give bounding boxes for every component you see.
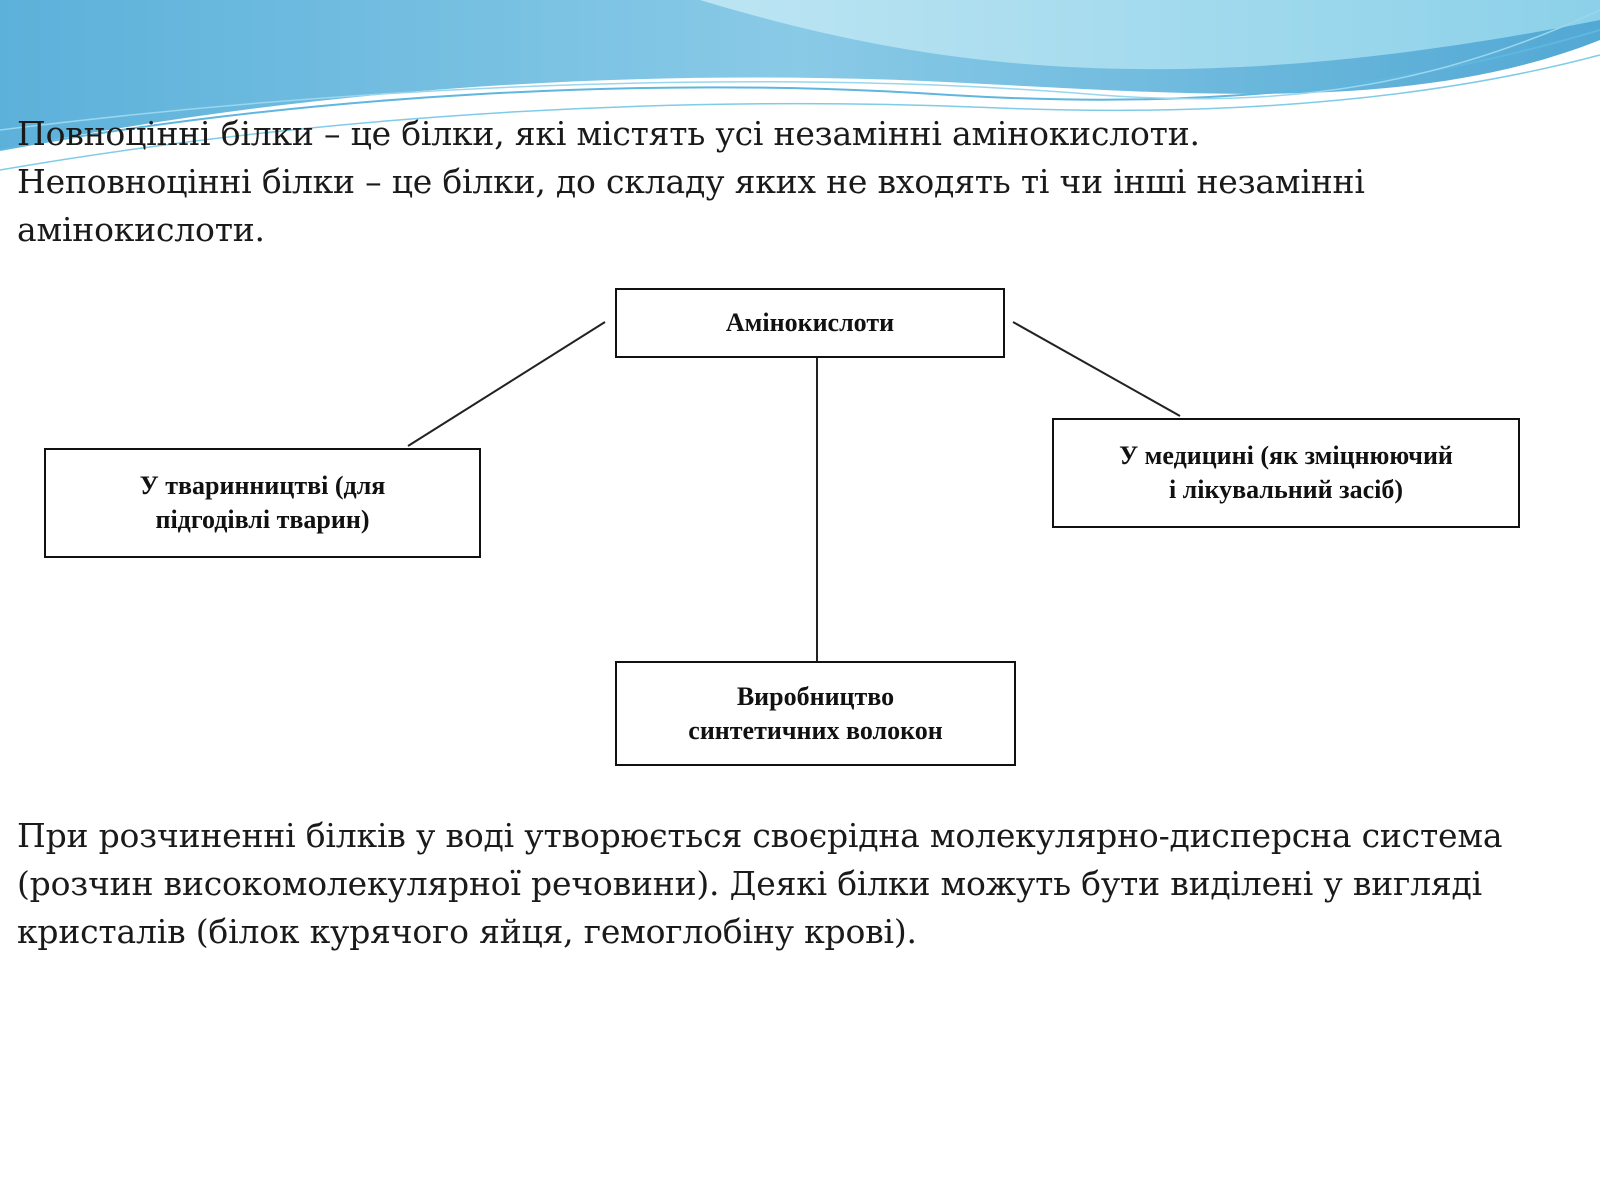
box-synthetic-fibers — [615, 661, 1016, 766]
amino-acid-uses-diagram — [44, 282, 1520, 768]
box-medicine-line-2: і лікувальний засіб) — [1168, 475, 1404, 504]
solution-paragraph — [17, 812, 1587, 956]
box-amino-acids — [615, 288, 1005, 358]
connector-root-left — [408, 322, 605, 446]
intro-line-1: Повноцінні білки – це білки, які містять усі незамінні амінокислоти. — [17, 114, 1200, 153]
box-synthetic-fibers-line-2: синтетичних волокон — [688, 715, 943, 745]
box-animal-husbandry-line-1: У тваринництві (для — [139, 471, 386, 500]
intro-line-2: Неповноцінні білки – це білки, до складу яких не входять ті чи інші незамінні — [17, 162, 1365, 201]
solution-line-1: При розчиненні білків у воді утворюється своєрідна молекулярно-дисперсна система — [17, 816, 1503, 855]
box-medicine — [1052, 418, 1520, 528]
box-animal-husbandry — [44, 448, 481, 558]
box-animal-husbandry-line-2: підгодівлі тварин) — [155, 505, 370, 534]
box-synthetic-fibers-line-1: Виробництво — [736, 681, 895, 711]
intro-line-3: амінокислоти. — [17, 210, 265, 249]
intro-paragraph — [17, 110, 1577, 254]
solution-line-2: (розчин високомолекулярної речовини). Деякі білки можуть бути виділені у вигляді — [17, 864, 1483, 903]
box-medicine-line-1: У медицині (як зміцнюючий — [1119, 441, 1453, 470]
connector-root-right — [1013, 322, 1180, 416]
solution-line-3: кристалів (білок курячого яйця, гемоглобіну крові). — [17, 912, 917, 951]
box-amino-acids-label: Амінокислоти — [725, 308, 895, 337]
